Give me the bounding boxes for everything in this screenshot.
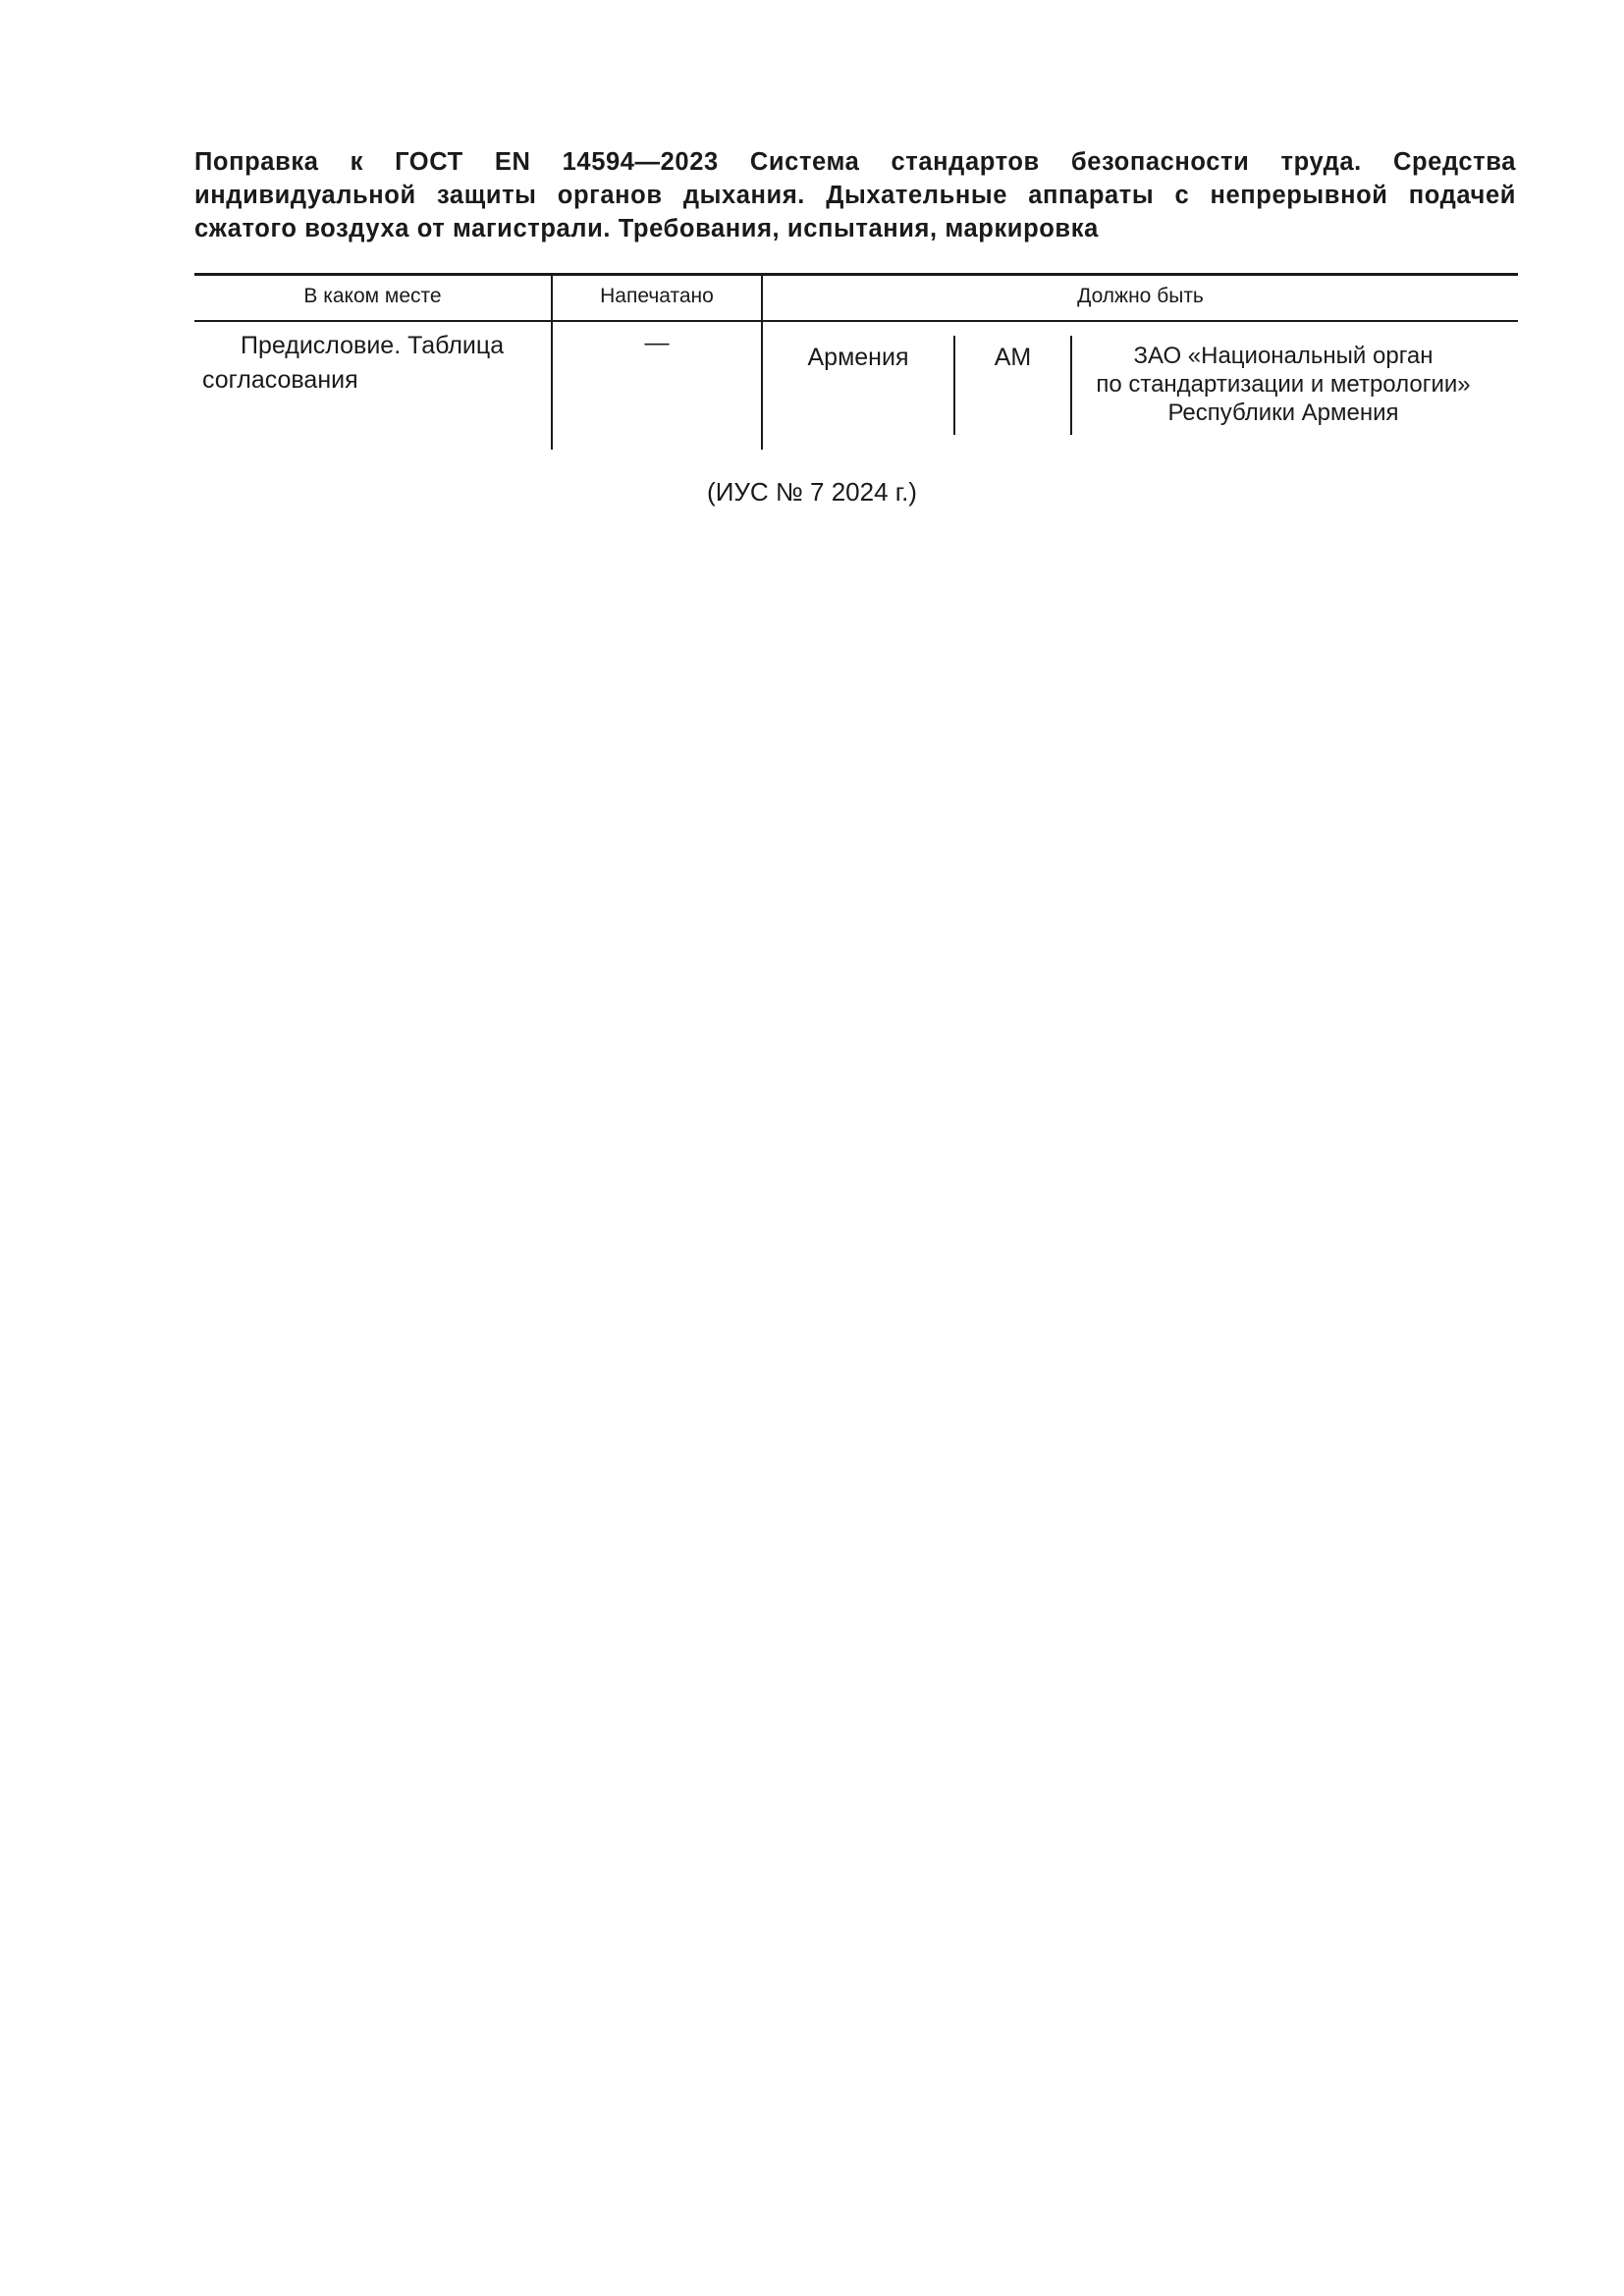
- document-title: Поправка к ГОСТ EN 14594—2023 Система стандартов безопасности труда. Средства индивидуальной защиты органов дыхания. Дыхательные аппараты с непрерывной подачей сжатого воздуха от магистрали. Требования, испытания, маркировка: [194, 148, 1516, 242]
- header-printed: Напечатано: [600, 285, 714, 307]
- cell-organ-line1: ЗАО «Национальный орган: [1133, 343, 1434, 369]
- table-top-rule: [194, 273, 1518, 276]
- table-header-rule: [194, 320, 1518, 322]
- cell-where-line2: согласования: [202, 366, 358, 394]
- cell-organ-line3: Республики Армения: [1167, 400, 1399, 426]
- header-should-be: Должно быть: [1077, 285, 1204, 307]
- cell-organ-line2: по стандартизации и метрологии»: [1096, 371, 1471, 398]
- cell-country-code: AM: [994, 344, 1032, 371]
- footer-ius: (ИУС № 7 2024 г.): [707, 477, 917, 507]
- cell-country: Армения: [807, 344, 909, 371]
- cell-where-line1: Предисловие. Таблица: [241, 332, 505, 359]
- header-where: В каком месте: [303, 285, 442, 307]
- cell-organ: [1072, 342, 1494, 427]
- cell-printed: —: [644, 329, 670, 356]
